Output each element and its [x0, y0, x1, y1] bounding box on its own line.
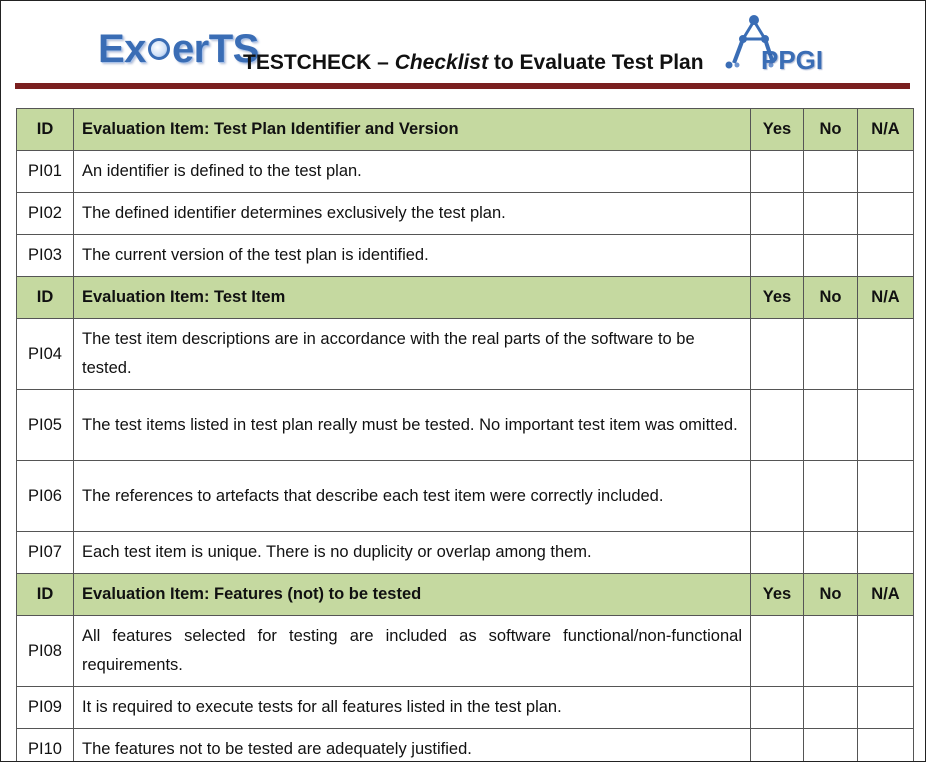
na-cell[interactable] [858, 687, 914, 729]
item-description: The current version of the test plan is identified. [74, 235, 751, 277]
checklist-row [17, 151, 914, 193]
document-title [243, 51, 704, 75]
na-cell[interactable] [858, 461, 914, 532]
section-header-row [17, 574, 914, 616]
item-id: PI05 [17, 390, 74, 461]
yes-cell[interactable] [751, 390, 804, 461]
checklist-row [17, 532, 914, 574]
experts-logo [98, 27, 259, 72]
checklist-row [17, 729, 914, 762]
item-description: The features not to be tested are adequately justified. [74, 729, 751, 762]
item-id: PI04 [17, 319, 74, 390]
na-cell[interactable] [858, 235, 914, 277]
logo-text-end: erTS [171, 27, 259, 71]
yes-cell[interactable] [751, 319, 804, 390]
no-column-header: No [804, 277, 858, 319]
yes-column-header: Yes [751, 574, 804, 616]
checklist-row [17, 390, 914, 461]
no-cell[interactable] [804, 193, 858, 235]
item-description: It is required to execute tests for all features listed in the test plan. [74, 687, 751, 729]
checklist-row [17, 235, 914, 277]
no-column-header: No [804, 574, 858, 616]
na-cell[interactable] [858, 729, 914, 762]
na-cell[interactable] [858, 319, 914, 390]
no-cell[interactable] [804, 390, 858, 461]
item-description: An identifier is defined to the test plan. [74, 151, 751, 193]
na-cell[interactable] [858, 390, 914, 461]
section-header-row [17, 277, 914, 319]
item-description: The test item descriptions are in accordance with the real parts of the software to be tested. [74, 319, 751, 390]
na-column-header: N/A [858, 574, 914, 616]
checklist-row [17, 461, 914, 532]
item-description: Each test item is unique. There is no duplicity or overlap among them. [74, 532, 751, 574]
na-column-header: N/A [858, 277, 914, 319]
item-id: PI01 [17, 151, 74, 193]
item-id: PI09 [17, 687, 74, 729]
lightbulb-icon [148, 38, 170, 60]
yes-cell[interactable] [751, 687, 804, 729]
id-column-header: ID [17, 277, 74, 319]
no-cell[interactable] [804, 729, 858, 762]
section-title: Evaluation Item: Features (not) to be tested [74, 574, 751, 616]
checklist-row [17, 616, 914, 687]
ppgi-logo-text: PPGI [761, 45, 824, 75]
section-header-row [17, 109, 914, 151]
yes-cell[interactable] [751, 461, 804, 532]
ppgi-logo [721, 9, 841, 79]
item-description: The defined identifier determines exclusively the test plan. [74, 193, 751, 235]
item-id: PI10 [17, 729, 74, 762]
item-id: PI03 [17, 235, 74, 277]
item-id: PI02 [17, 193, 74, 235]
item-description: The test items listed in test plan really must be tested. No important test item was omitted. [74, 390, 751, 461]
title-prefix: TESTCHECK – [243, 51, 395, 74]
yes-cell[interactable] [751, 616, 804, 687]
item-id: PI07 [17, 532, 74, 574]
id-column-header: ID [17, 109, 74, 151]
checklist-row [17, 687, 914, 729]
no-cell[interactable] [804, 235, 858, 277]
yes-column-header: Yes [751, 109, 804, 151]
section-title: Evaluation Item: Test Item [74, 277, 751, 319]
document-header [1, 1, 925, 91]
no-column-header: No [804, 109, 858, 151]
no-cell[interactable] [804, 461, 858, 532]
no-cell[interactable] [804, 532, 858, 574]
na-cell[interactable] [858, 616, 914, 687]
na-cell[interactable] [858, 151, 914, 193]
checklist-row [17, 193, 914, 235]
yes-cell[interactable] [751, 235, 804, 277]
no-cell[interactable] [804, 687, 858, 729]
no-cell[interactable] [804, 151, 858, 193]
id-column-header: ID [17, 574, 74, 616]
checklist-row [17, 319, 914, 390]
title-suffix: to Evaluate Test Plan [488, 51, 704, 74]
yes-cell[interactable] [751, 532, 804, 574]
yes-cell[interactable] [751, 193, 804, 235]
na-cell[interactable] [858, 532, 914, 574]
header-divider [15, 83, 910, 89]
yes-cell[interactable] [751, 729, 804, 762]
yes-column-header: Yes [751, 277, 804, 319]
section-title: Evaluation Item: Test Plan Identifier and Version [74, 109, 751, 151]
checklist-table [16, 108, 914, 762]
item-description: All features selected for testing are included as software functional/non-functional requirements. [74, 616, 751, 687]
title-italic: Checklist [394, 51, 489, 74]
yes-cell[interactable] [751, 151, 804, 193]
item-description: The references to artefacts that describe each test item were correctly included. [74, 461, 751, 532]
no-cell[interactable] [804, 616, 858, 687]
item-id: PI08 [17, 616, 74, 687]
item-id: PI06 [17, 461, 74, 532]
no-cell[interactable] [804, 319, 858, 390]
na-column-header: N/A [858, 109, 914, 151]
na-cell[interactable] [858, 193, 914, 235]
logo-text-start: Ex [98, 27, 146, 71]
